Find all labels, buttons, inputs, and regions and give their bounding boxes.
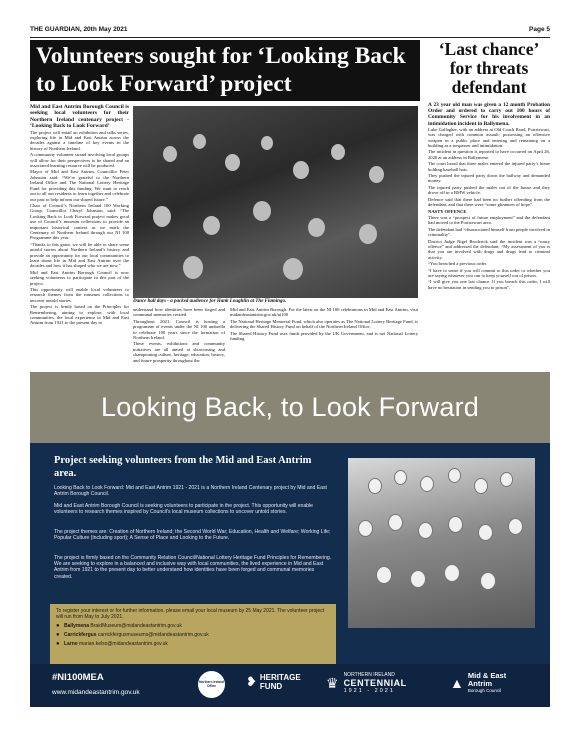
location-pin-icon: ● [56, 632, 60, 638]
contact-town: Ballymena [64, 623, 90, 629]
article-paragraph: Mid and East Antrim Borough Council is now seeking volunteers to participate in this part of the project. [30, 269, 129, 286]
article-paragraph: A community volunteer strand involving local groups will allow for their perspectives to be shared and an associated learning resource will be produced. [30, 152, 129, 169]
advert-title: Project seeking volunteers from the Mid and East Antrim area. [54, 455, 312, 479]
advert-paragraph: The project themes are: Creation of Northern Ireland; the Second World War; Education, Health and Welfare; Working Life; Popular Culture (including sport); A Sense of Place and Looking to the Future. [54, 529, 331, 542]
contact-email[interactable]: marian.kelso@midandeastantrim.gov.uk [79, 641, 168, 647]
location-pin-icon: ● [56, 641, 60, 647]
article-paragraph: Throughout 2021, Council is hosting a programme of events under the NI 100 umbrella to celebrate 100 years since the formation of Northern Ireland. [133, 318, 225, 341]
article-paragraph: The incident in question is reported to have occurred on April 26, 2020 at an address in Ballymena. [428, 149, 550, 160]
advert-panel [30, 372, 550, 707]
article-paragraph: “You breached a previous order. [428, 261, 488, 267]
register-box [50, 604, 336, 666]
location-pin-icon: ● [56, 623, 60, 629]
side-headline: ‘Last chance’ for threats defendant [438, 39, 540, 97]
contact-row [56, 623, 330, 629]
side-subhead: NASTY OFFENCE [428, 208, 467, 214]
article-column-2 [133, 307, 225, 369]
article-paragraph: The project will entail an exhibition and talks series, exploring life in Mid and East Antrim across the decades against a timeline of key events in the history of Northern Ireland. [30, 129, 129, 151]
nio-logo: Northern Ireland Office [198, 671, 225, 698]
article-paragraph: Mid and East Antrim Borough. For the latest on the NI 100 celebrations in Mid and East Antrim, visit midandeastantrim.gov.uk/ni100 [230, 307, 418, 318]
article-paragraph: The defendant had “disassociated himself from people involved in criminality”. [428, 226, 550, 238]
publication-date: THE GUARDIAN, 20th May 2021 [30, 26, 128, 33]
photo-caption: Dance hall days - a packed audience for Hank Loughlin at The Flamingo. [133, 299, 287, 304]
council-logo: ▲ Mid & East Antrim Borough Council [450, 671, 507, 693]
contact-row [56, 641, 330, 647]
register-text: To register your interest or for further information, please email your local museum by 25 May 2021. The volunteer project will run from May to July 2021. [56, 608, 325, 620]
contact-town: Larne [64, 641, 78, 647]
contact-email[interactable]: carrickfergusmuseums@midandeastantrim.gov.uk [97, 632, 209, 638]
contact-town: Carrickfergus [64, 632, 97, 638]
article-column-1 [30, 104, 129, 368]
hashtag: #NI100MEA [52, 672, 104, 683]
dance-hall-photo [133, 106, 418, 298]
contact-email[interactable]: BraidMuseum@midandeastantrim.gov.uk [90, 623, 182, 629]
heart-icon: ❥ [246, 674, 257, 689]
advert-banner: Looking Back, to Look Forward [30, 372, 550, 443]
group-photo [348, 458, 535, 628]
article-paragraph: The project is firmly based on the Principles for Remembering, aiming to explore, with local communities, the local experience in Mid and East Antrim from 1921 to the present day to [30, 304, 129, 326]
page-number: Page 5 [529, 26, 550, 33]
advert-paragraph: Looking Back to Look Forward: Mid and East Antrim 1921 - 2021 is a Northern Ireland Centenary project by Mid and East Antrim Borough Council. [54, 485, 327, 498]
side-lead: A 23 year old man was given a 12 month Probation Order and ordered to carry out 100 hours of Community Service for his involvement in an intimidation incident in Ballymena. [428, 102, 550, 127]
advert-paragraph: Mid and East Antrim Borough Council is seeking volunteers to participate in the project. This opportunity will enable volunteers to research themes inspired by Council’s local museum collections to uncover untold stories. [54, 503, 313, 516]
article-paragraph: “Thanks to this grant, we will be able to share some untold stories about Northern Ireland’s history and provide an opportunity for our local communities to learn about life in Mid and East Antrim over the decades and how it has shaped who we are now.” [30, 241, 129, 269]
tree-icon: ▲ [450, 675, 464, 691]
article-paragraph: District Judge Nigel Broderick said the incident was a “nasty offence” and addressed the defendant: “My assessment of you is that you are involved with drugs and drugs lead to criminal activity. [428, 238, 550, 260]
article-paragraph: This opportunity will enable local volunteers to research themes from the museum collections to uncover untold stories. [30, 287, 129, 303]
main-headline: Volunteers sought for ‘Looking Back to Look Forward’ project [30, 40, 420, 101]
article-paragraph: understand how identities have been forged and communal memories created. [133, 307, 225, 318]
heritage-fund-logo: ❥ HERITAGE FUND [246, 673, 301, 691]
article-paragraph: The Shared History Fund uses funds provided by the UK Government, and is not National Lottery funding. [230, 330, 418, 342]
article-paragraph: Defence said that there had been no further offending from the defendant, and that there were “some glimmers of hope”. [428, 196, 550, 208]
article-paragraph: “I will give you one last chance. If you breach this order, I will have no hesitation in sending you to prison”. [428, 279, 550, 290]
article-paragraph: Chair of Council’s Northern Ireland 100 Working Group, Councillor Cheryl Johnston, said: “The Looking Back to Look Forward project makes good use of Council’s museum collections to provide an important historical context as we mark the Centenary of Northern Ireland through our NI 100 Programme this year. [30, 202, 129, 241]
advert-paragraph: The project is firmly based on the Community Relation Council/National Lottery Heritage Fund Principles for Remembering. We are seeking to explore in a balanced and inclusive way with local communities, the lived experience in Mid and East Antrim from 1921 to the present day to better understand how identities have been forged and communal memories created. [54, 555, 332, 580]
article-paragraph: The National Heritage Memorial Fund, which also operates as The National Lottery Heritage Fund, is delivering the Shared History Fund on behalf of the Northern Ireland Office. [230, 318, 418, 330]
article-lead: Mid and East Antrim Borough Council is seeking local volunteers for their Northern Ireland centenary project - ‘Looking Back to Look Forward’ [30, 104, 129, 130]
centennial-logo: ♛ NORTHERN IRELAND CENTENNIAL 1921 - 2021 [326, 672, 407, 694]
article-paragraph: There was a “prospect of future employment” and the defendant had moved to the Portstewart area. [428, 214, 550, 226]
article-paragraph: These events, exhibitions and community initiatives are all aimed at showcasing and championing culture, heritage, education, history, and future prosperity throughout the [133, 341, 225, 363]
side-article [428, 102, 550, 368]
contact-row [56, 632, 330, 638]
article-column-3 [230, 307, 418, 369]
article-paragraph: They pushed the injured party down the hallway and demanded money. [428, 173, 550, 184]
article-paragraph: Mayor of Mid and East Antrim, Councillor Peter Johnston said: “We’re grateful to the Northern Ireland Office and The National Lottery Heritage Fund for providing this funding. We want to reach out to all our residents to learn together and celebrate our past to help inform our shared future.” [30, 169, 129, 202]
advert-footer [30, 664, 550, 707]
crown-icon: ♛ [326, 675, 339, 691]
page-header [30, 26, 550, 38]
article-paragraph: The injured party pushed the males out of the house and they drove off in a BMW vehicle. [428, 184, 550, 196]
article-paragraph: The court heard that three males entered the injured party’s home holding baseball bats. [428, 161, 550, 172]
article-paragraph: Luke Gallagher, with an address at Old Coach Road, Portstewart, was charged with common assault, possessing an offensive weapon in a public place and entering and remaining on a building as a trespasser and intimidation. [428, 126, 550, 149]
council-url[interactable]: www.midandeastantrim.gov.uk [52, 689, 140, 696]
article-paragraph: “I have to sense if you will commit to this order or whether you are saying whatever you can to keep yourself out of prison. [428, 267, 550, 278]
